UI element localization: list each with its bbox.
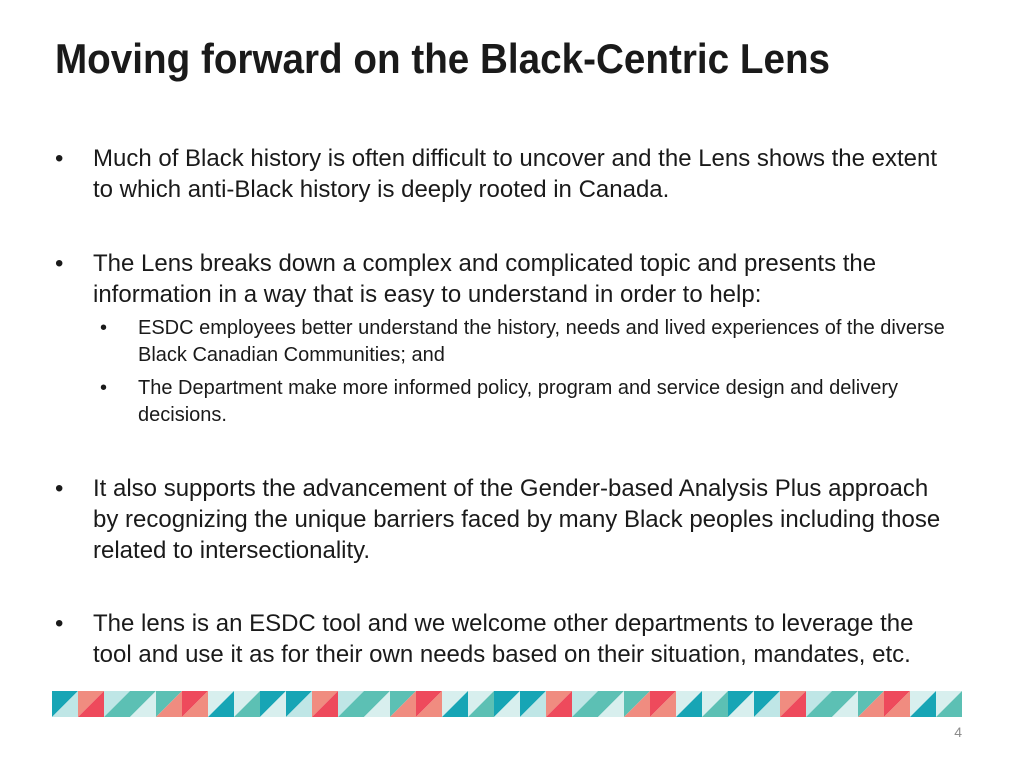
bullet-marker: • <box>55 610 64 637</box>
bullet-text: The lens is an ESDC tool and we welcome other departments to leverage the tool and use it as for their own needs based on their situation, mandates, etc. <box>93 610 914 668</box>
bullet-item <box>55 608 955 670</box>
bullet-marker: • <box>55 145 64 172</box>
bullet-text: The Lens breaks down a complex and complicated topic and presents the information in a way that is easy to understand in order to help: <box>93 250 877 308</box>
sub-bullet-marker: • <box>100 317 108 339</box>
bullet-item <box>55 248 955 310</box>
sub-bullet-marker: • <box>100 377 108 399</box>
bullet-item <box>55 473 955 566</box>
bullet-text: Much of Black history is often difficult to uncover and the Lens shows the extent to which anti-Black history is deeply rooted in Canada. <box>93 145 938 203</box>
bullet-text: It also supports the advancement of the Gender-based Analysis Plus approach by recognizing the unique barriers faced by many Black peoples including those related to intersectionality. <box>93 475 941 564</box>
sub-bullet-text: The Department make more informed policy, program and service design and delivery decisions. <box>138 377 898 426</box>
bullet-marker: • <box>55 475 64 502</box>
sub-bullet-text: ESDC employees better understand the history, needs and lived experiences of the diverse Black Canadian Communities; and <box>138 317 945 366</box>
page-number: 4 <box>954 724 962 740</box>
decorative-triangle-stripe <box>52 691 972 717</box>
slide-title: Moving forward on the Black-Centric Lens <box>55 35 831 82</box>
sub-bullet-item <box>100 315 960 369</box>
bullet-item <box>55 143 955 205</box>
bullet-marker: • <box>55 250 64 277</box>
sub-bullet-item <box>100 375 960 429</box>
